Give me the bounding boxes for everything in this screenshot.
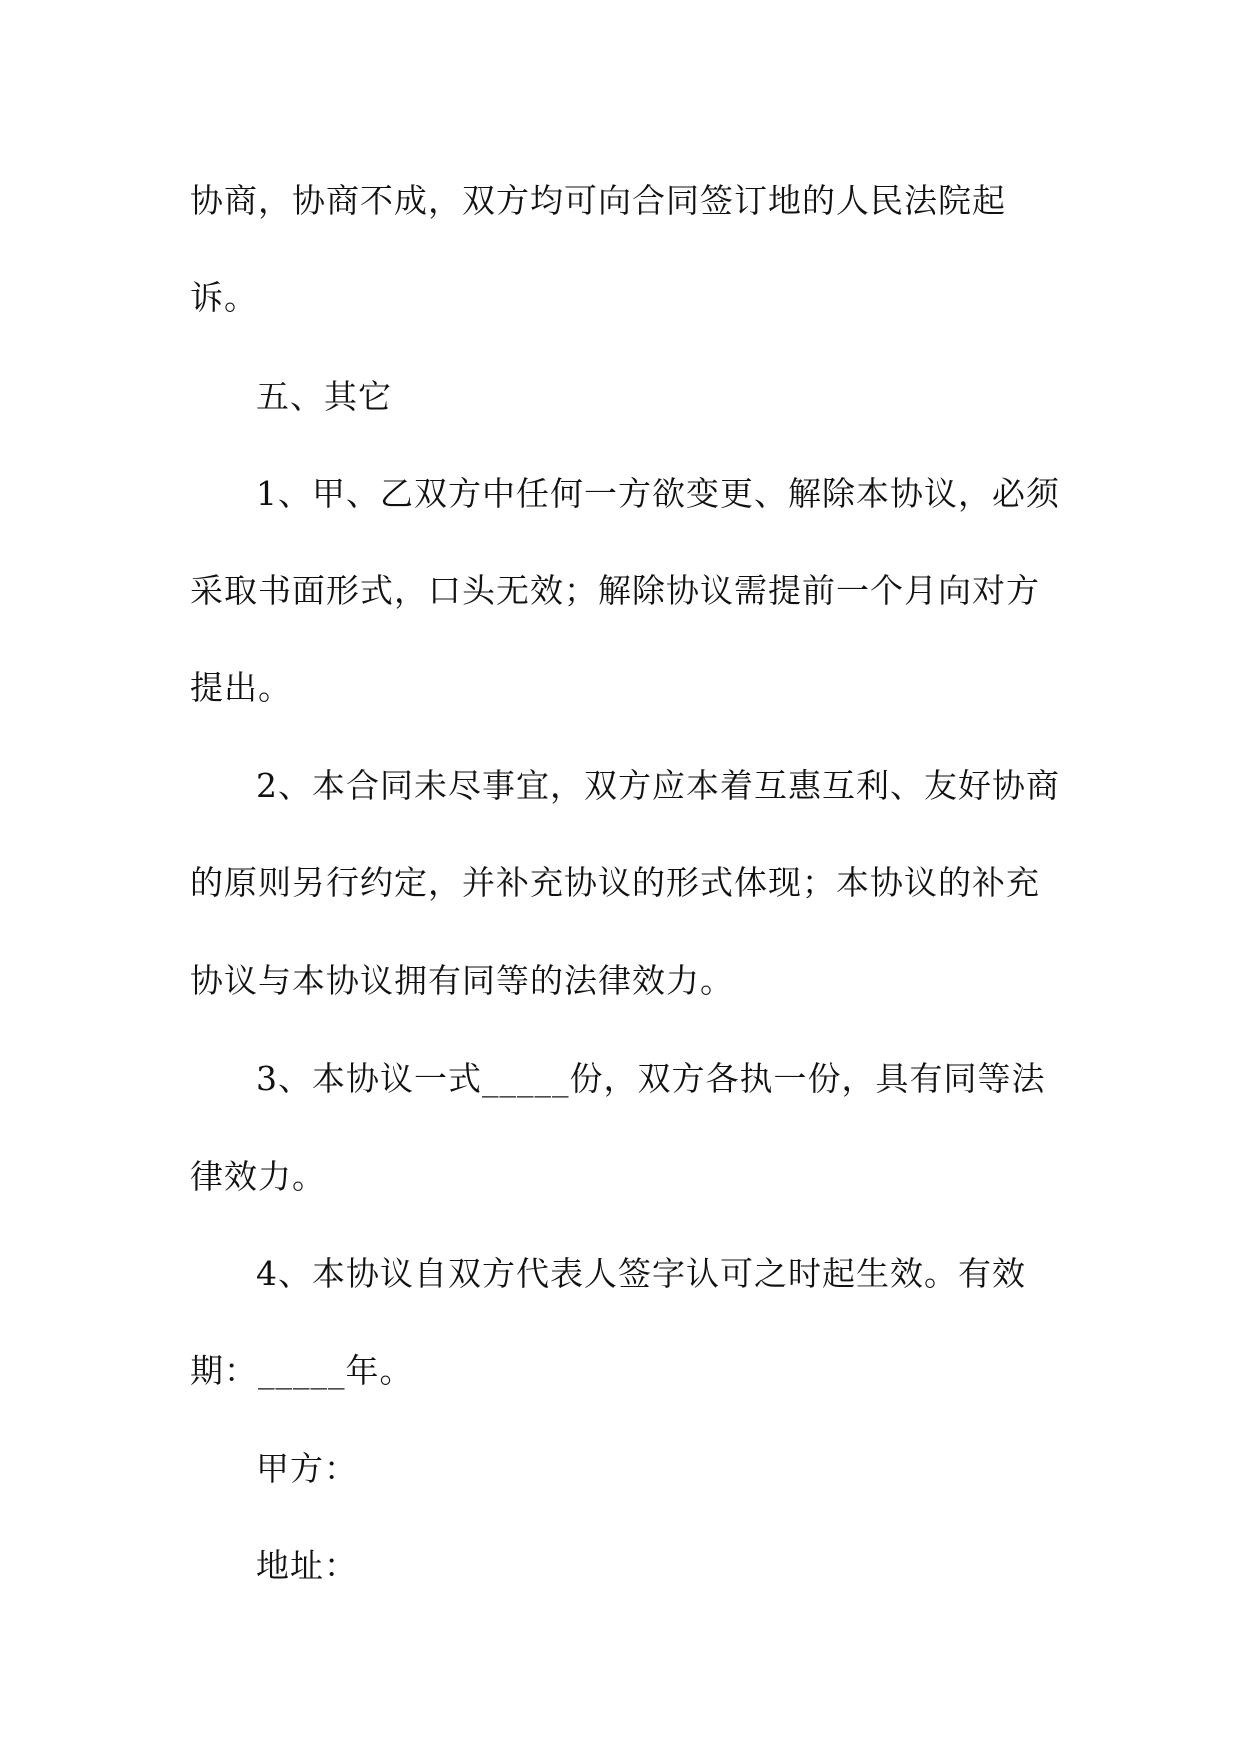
clause-4-line-2: 期：_____年。 — [190, 1351, 414, 1390]
section-heading-other: 五、其它 — [256, 377, 392, 416]
paragraph-line-2: 诉。 — [190, 278, 258, 317]
clause-3-line-2: 律效力。 — [190, 1157, 326, 1196]
clause-1-line-3: 提出。 — [190, 668, 292, 707]
clause-2-line-2: 的原则另行约定，并补充协议的形式体现；本协议的补充 — [190, 863, 1040, 902]
clause-2-line-1: 2、本合同未尽事宜，双方应本着互惠互利、友好协商 — [256, 766, 1060, 805]
address-label: 地址： — [256, 1546, 358, 1585]
party-a-label: 甲方： — [256, 1449, 358, 1488]
clause-2-line-3: 协议与本协议拥有同等的法律效力。 — [190, 961, 734, 1000]
clause-4-line-1: 4、本协议自双方代表人签字认可之时起生效。有效 — [256, 1254, 1026, 1293]
clause-1-line-1: 1、甲、乙双方中任何一方欲变更、解除本协议，必须 — [256, 474, 1060, 513]
clause-1-line-2: 采取书面形式，口头无效；解除协议需提前一个月向对方 — [190, 571, 1040, 610]
paragraph-line-1: 协商，协商不成，双方均可向合同签订地的人民法院起 — [190, 181, 1006, 220]
clause-3-line-1: 3、本协议一式_____份，双方各执一份，具有同等法 — [256, 1059, 1046, 1098]
